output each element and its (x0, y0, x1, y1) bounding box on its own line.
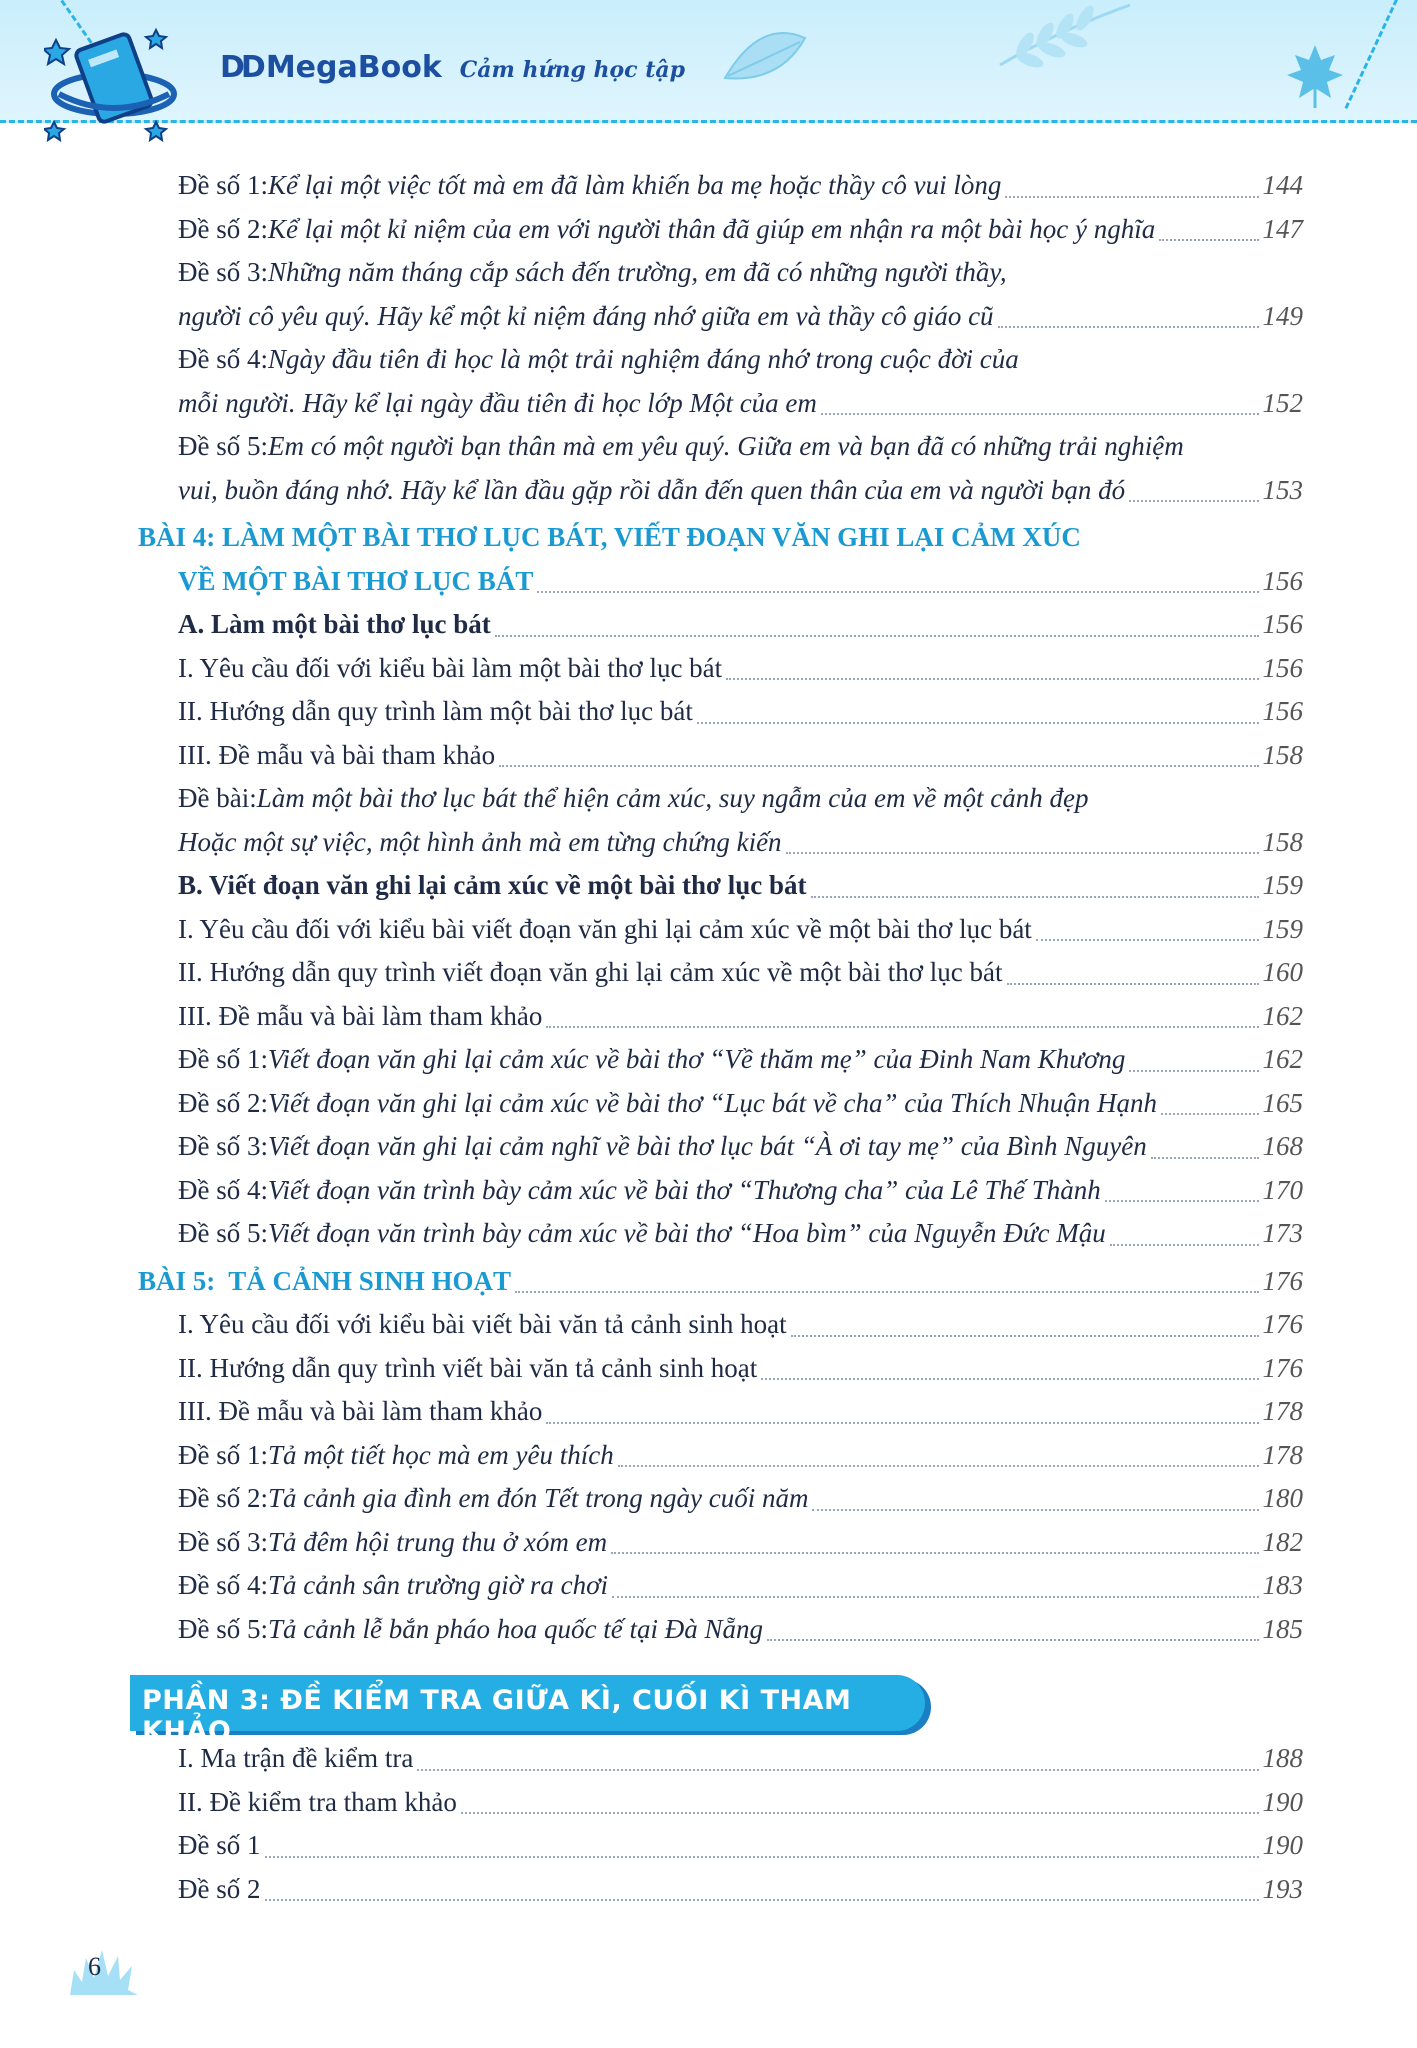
toc-entry[interactable]: Đề số 4 : Ngày đầu tiên đi học là một trải nghiệm đáng nhớ trong cuộc đời của (178, 344, 1019, 374)
table-of-contents (138, 164, 1303, 1651)
toc-entry-continued[interactable]: người cô yêu quý. Hãy kể một kỉ niệm đáng nhớ giữa em và thầy cô giáo cũ 149 (178, 300, 1303, 331)
toc-entry-continued[interactable]: Hoặc một sự việc, một hình ảnh mà em từng chứng kiến 158 (178, 826, 1303, 857)
section-a[interactable]: A. Làm một bài thơ lục bát 156 (178, 609, 1303, 639)
brand-name: MegaBook (265, 50, 442, 85)
toc-entry[interactable]: Đề số 1 : Tả một tiết học mà em yêu thích 178 (178, 1439, 1303, 1470)
brand (220, 50, 685, 85)
lesson-4-title[interactable]: BÀI 4: LÀM MỘT BÀI THƠ LỤC BÁT, VIẾT ĐOẠN VĂN GHI LẠI CẢM XÚC (138, 522, 1081, 552)
toc-entry[interactable]: Đề số 1 : Kể lại một việc tốt mà em đã làm khiến ba mẹ hoặc thầy cô vui lòng 144 (178, 170, 1303, 200)
toc-entry[interactable]: Đề số 4 : Tả cảnh sân trường giờ ra chơi 183 (178, 1570, 1303, 1600)
toc-entry[interactable]: Đề số 5 : Tả cảnh lễ bắn pháo hoa quốc tế tại Đà Nẵng 185 (178, 1613, 1303, 1644)
page-number-badge (62, 1940, 142, 2000)
toc-entry[interactable]: III. Đề mẫu và bài làm tham khảo 178 (178, 1396, 1303, 1426)
lesson-4-title-continued[interactable]: VỀ MỘT BÀI THƠ LỤC BÁT 156 (178, 565, 1303, 596)
toc-entry[interactable]: Đề số 3 : Những năm tháng cắp sách đến trường, em đã có những người thầy, (178, 257, 1007, 287)
part-3-title: PHẦN 3: ĐỀ KIỂM TRA GIỮA KÌ, CUỐI KÌ THAM KHẢO (142, 1685, 852, 1747)
toc-entry[interactable]: Đề số 3 : Tả đêm hội trung thu ở xóm em 182 (178, 1526, 1303, 1557)
page-header (0, 0, 1417, 123)
toc-entry[interactable]: II. Hướng dẫn quy trình làm một bài thơ lục bát 156 (178, 696, 1303, 726)
maple-leaf-icon (1285, 40, 1345, 110)
toc-entry[interactable]: II. Hướng dẫn quy trình viết đoạn văn ghi lại cảm xúc về một bài thơ lục bát 160 (178, 957, 1303, 987)
header-dashed-line (1345, 0, 1400, 110)
splash-icon (62, 1940, 142, 2000)
toc-entry[interactable]: I. Ma trận đề kiểm tra 188 (178, 1743, 1303, 1773)
toc-entry[interactable]: II. Hướng dẫn quy trình viết bài văn tả cảnh sinh hoạt 176 (178, 1352, 1303, 1383)
toc-entry[interactable]: III. Đề mẫu và bài làm tham khảo 162 (178, 1000, 1303, 1031)
toc-entry[interactable]: I. Yêu cầu đối với kiểu bài làm một bài thơ lục bát 156 (178, 652, 1303, 683)
brand-tagline: Cảm hứng học tập (459, 57, 686, 83)
toc-entry[interactable]: Đề số 5 : Em có một người bạn thân mà em yêu quý. Giữa em và bạn đã có những trải nghiệm (178, 431, 1184, 461)
toc-entry[interactable]: Đề số 2 : Viết đoạn văn ghi lại cảm xúc về bài thơ “Lục bát về cha” của Thích Nhuận Hạnh 165 (178, 1087, 1303, 1118)
toc-entry[interactable]: Đề số 3 : Viết đoạn văn ghi lại cảm nghĩ về bài thơ lục bát “À ơi tay mẹ” của Bình Nguyên 168 (178, 1131, 1303, 1161)
toc-entry[interactable]: I. Yêu cầu đối với kiểu bài viết bài văn tả cảnh sinh hoạt 176 (178, 1309, 1303, 1339)
toc-entry[interactable]: II. Đề kiểm tra tham khảo 190 (178, 1786, 1303, 1817)
section-b[interactable]: B. Viết đoạn văn ghi lại cảm xúc về một bài thơ lục bát 159 (178, 870, 1303, 900)
toc-entry[interactable]: Đề số 4 : Viết đoạn văn trình bày cảm xúc về bài thơ “Thương cha” của Lê Thế Thành 170 (178, 1174, 1303, 1205)
toc-entry[interactable]: Đề số 1 190 (178, 1830, 1303, 1860)
fern-icon (990, 0, 1140, 70)
table-of-contents-part-3 (178, 1737, 1303, 1911)
brand-logo-icon: DD (220, 50, 262, 85)
toc-entry[interactable]: III. Đề mẫu và bài tham khảo 158 (178, 739, 1303, 770)
toc-entry[interactable]: Đề số 2 193 (178, 1873, 1303, 1904)
toc-entry[interactable]: Đề số 5 : Viết đoạn văn trình bày cảm xúc về bài thơ “Hoa bìm” của Nguyễn Đức Mậu 173 (178, 1218, 1303, 1248)
toc-entry[interactable]: Đề số 1 : Viết đoạn văn ghi lại cảm xúc về bài thơ “Về thăm mẹ” của Đinh Nam Khương 162 (178, 1044, 1303, 1074)
toc-entry-continued[interactable]: mỗi người. Hãy kể lại ngày đầu tiên đi học lớp Một của em 152 (178, 387, 1303, 418)
toc-entry-continued[interactable]: vui, buồn đáng nhớ. Hãy kể lần đầu gặp rồi dẫn đến quen thân của em và người bạn đó 153 (178, 474, 1303, 505)
toc-entry[interactable]: Đề số 2 : Tả cảnh gia đình em đón Tết trong ngày cuối năm 180 (178, 1483, 1303, 1513)
leaf-icon (720, 28, 810, 88)
part-3-banner[interactable] (130, 1675, 925, 1747)
lesson-5-title[interactable]: BÀI 5: TẢ CẢNH SINH HOẠT 176 (138, 1265, 1303, 1296)
toc-entry[interactable]: I. Yêu cầu đối với kiểu bài viết đoạn văn ghi lại cảm xúc về một bài thơ lục bát 159 (178, 913, 1303, 944)
toc-entry[interactable]: Đề bài : Làm một bài thơ lục bát thể hiện cảm xúc, suy ngẫm của em về một cảnh đẹp (178, 783, 1089, 813)
book-logo-icon (44, 22, 184, 152)
toc-entry[interactable]: Đề số 2 : Kể lại một kỉ niệm của em với người thân đã giúp em nhận ra một bài học ý nghĩa 147 (178, 213, 1303, 244)
page-number: 6 (88, 1952, 101, 1981)
